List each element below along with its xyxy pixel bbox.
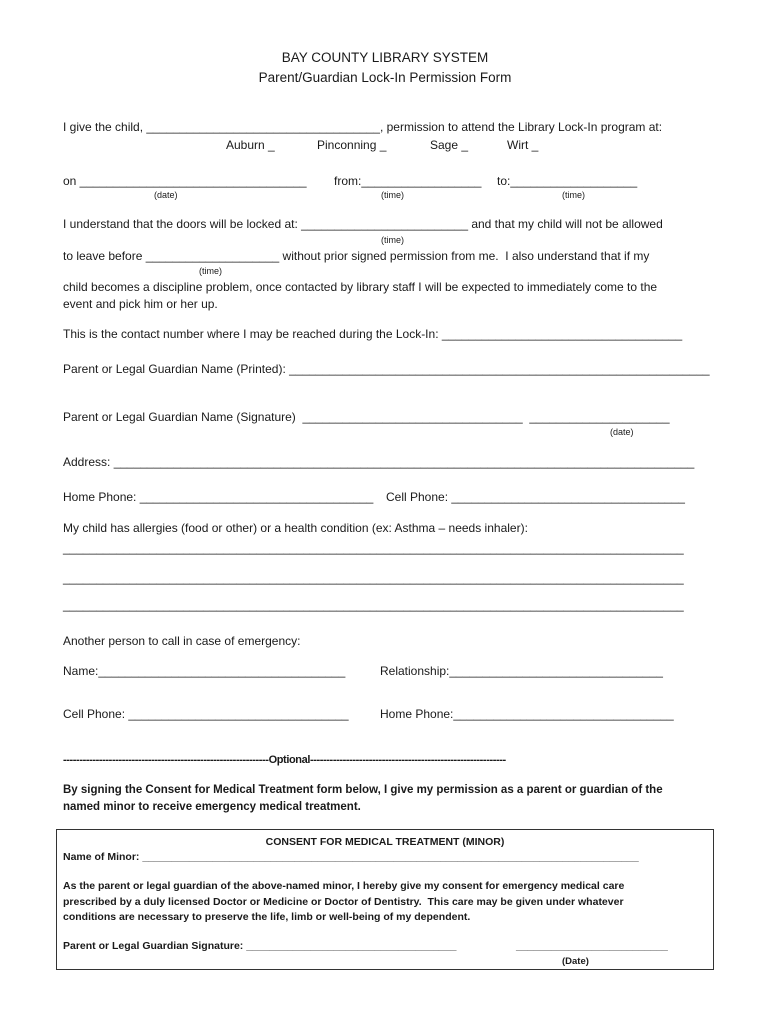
to-time-field[interactable]: to:___________________ [497,174,638,188]
medical-consent-para-3: conditions are necessary to preserve the life, limb or well-being of my dependent. [63,911,471,923]
allergies-label: My child has allergies (food or other) or a health condition (ex: Asthma – needs inhaler): [63,521,528,535]
emergency-cell-phone-field[interactable]: Cell Phone: _________________________________ [63,707,349,721]
emergency-relationship-field[interactable]: Relationship:________________________________ [380,664,663,678]
pickup-line: event and pick him or her up. [63,297,218,311]
branch-option-pinconning[interactable]: Pinconning _ [317,138,387,152]
leave-before-line: to leave before ____________________ without prior signed permission from me. I also understand that if my [63,249,650,263]
medical-date-field[interactable]: __________________________ [516,940,668,952]
from-time-caption: (time) [381,190,404,200]
signature-date-caption: (date) [610,427,634,437]
medical-guardian-signature-field[interactable]: Parent or Legal Guardian Signature: ____________________________________ [63,940,457,952]
branch-option-auburn[interactable]: Auburn _ [226,138,275,152]
guardian-signature-field[interactable]: Parent or Legal Guardian Name (Signature) _________________________________ _____________________ [63,410,670,424]
contact-number-field[interactable]: This is the contact number where I may be reached during the Lock-In: ____________________________________ [63,327,683,341]
guardian-printed-name-field[interactable]: Parent or Legal Guardian Name (Printed): _______________________________________________________________ [63,362,710,376]
cell-phone-field[interactable]: Cell Phone: ___________________________________ [386,490,685,504]
emergency-name-field[interactable]: Name:_____________________________________ [63,664,346,678]
branch-option-wirt[interactable]: Wirt _ [507,138,539,152]
from-time-field[interactable]: from:__________________ [334,174,482,188]
optional-divider: ---------------------------------------------------------------Optional------------------------------------------------------------ [63,754,506,766]
lock-time-caption: (time) [381,235,404,245]
allergies-line-2[interactable]: _____________________________________________________________________________________________ [63,571,684,585]
date-field[interactable]: on __________________________________ [63,174,307,188]
medical-date-caption: (Date) [562,956,589,967]
permission-line: I give the child, ___________________________________, permission to attend the Library Lock-In program at: [63,120,663,134]
leave-time-caption: (time) [199,266,222,276]
emergency-contact-label: Another person to call in case of emergency: [63,634,301,648]
to-time-caption: (time) [562,190,585,200]
emergency-home-phone-field[interactable]: Home Phone:_________________________________ [380,707,674,721]
consent-intro-line-2: named minor to receive emergency medical treatment. [63,801,361,813]
medical-consent-para-1: As the parent or legal guardian of the above-named minor, I hereby give my consent for emergency medical care [63,880,625,892]
medical-consent-para-2: prescribed by a duly licensed Doctor or Medicine or Doctor of Dentistry. This care may be given under whatever [63,896,624,908]
medical-consent-title: CONSENT FOR MEDICAL TREATMENT (MINOR) [265,836,505,848]
address-field[interactable]: Address: _______________________________________________________________________________________ [63,455,695,469]
form-organization-title: BAY COUNTY LIBRARY SYSTEM [281,50,489,65]
form-title: Parent/Guardian Lock-In Permission Form [258,70,512,85]
minor-name-field[interactable]: Name of Minor: _____________________________________________________________________________________ [63,851,639,863]
branch-option-sage[interactable]: Sage _ [430,138,469,152]
doors-locked-line: I understand that the doors will be locked at: _________________________ and that my child will not be allowed [63,217,663,231]
allergies-line-3[interactable]: _____________________________________________________________________________________________ [63,598,684,612]
allergies-line-1[interactable]: _____________________________________________________________________________________________ [63,541,684,555]
discipline-line: child becomes a discipline problem, once contacted by library staff I will be expected to immediately come to the [63,280,658,294]
date-caption: (date) [154,190,178,200]
home-phone-field[interactable]: Home Phone: ___________________________________ [63,490,374,504]
consent-intro-line-1: By signing the Consent for Medical Treatment form below, I give my permission as a parent or guardian of the [63,784,663,796]
